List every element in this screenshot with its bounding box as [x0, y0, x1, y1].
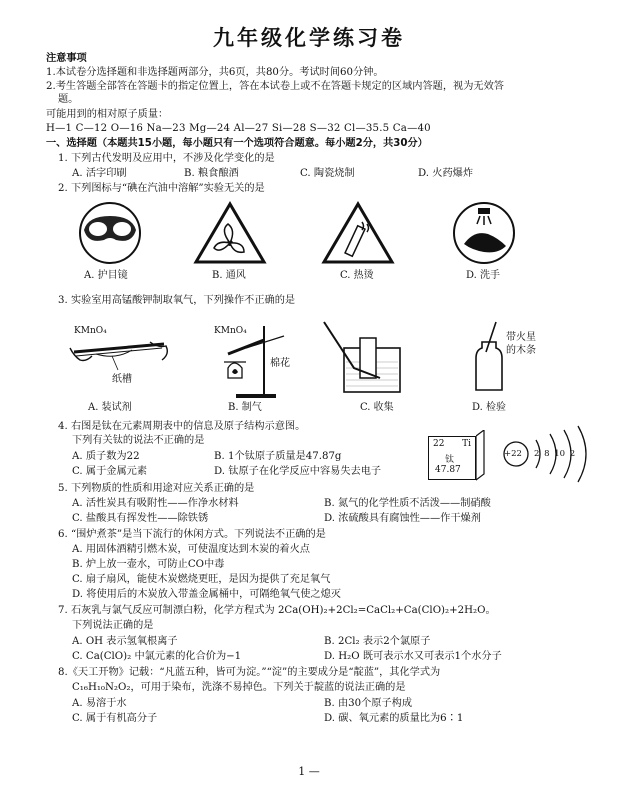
q2-caption-d: D. 洗手	[466, 270, 501, 281]
section-heading: 一、选择题（本题共15小题，每小题只有一个选项符合题意。每小题2分，共30分）	[46, 138, 428, 149]
element-symbol: Ti	[462, 439, 471, 449]
q1-option-b: B. 粮食酿酒	[184, 168, 239, 179]
q8-stem-1: 8.《天工开物》记载：“凡蓝五种，皆可为淀。”“淀”的主要成分是“靛蓝”，其化学式为	[58, 667, 441, 678]
q7-stem: 7. 石灰乳与氯气反应可制漂白粉，化学方程式为 2Ca(OH)₂+2Cl₂=CaCl₂+Ca(ClO)₂+2H₂O。	[58, 605, 496, 616]
atomic-mass-list: H—1 C—12 O—16 Na—23 Mg—24 Al—27 Si—28 S—32 Cl—35.5 Ca—40	[46, 123, 431, 134]
q8-option-d: D. 碳、氧元素的质量比为6∶1	[324, 713, 464, 724]
atomic-mass: 47.87	[435, 465, 461, 475]
cell-side-face	[476, 430, 486, 482]
q3-caption-c: C. 收集	[360, 402, 394, 413]
q1-option-c: C. 陶瓷烧制	[300, 168, 355, 179]
q4-option-c: C. 属于金属元素	[72, 466, 148, 477]
q4-stem-2: 下列有关钛的说法不正确的是	[72, 435, 205, 446]
q3-cotton-label: 棉花	[270, 358, 290, 369]
q1-option-d: D. 火药爆炸	[418, 168, 474, 179]
q7-option-b: B. 2Cl₂ 表示2个氯原子	[324, 636, 431, 647]
q7-option-d: D. H₂O 既可表示水又可表示1个水分子	[324, 651, 502, 662]
hand-washing-icon	[444, 200, 524, 270]
hot-surface-icon	[318, 200, 398, 270]
q5-option-a: A. 活性炭具有吸附性——作净水材料	[72, 498, 239, 509]
q3-splint-label-1: 带火星	[506, 332, 536, 343]
q3-caption-b: B. 制气	[228, 402, 262, 413]
gas-collection-figure	[320, 318, 416, 398]
ventilation-icon	[190, 200, 270, 270]
q2-stem: 2. 下列图标与“碘在汽油中溶解”实验无关的是	[58, 183, 265, 194]
q3-caption-a: A. 装试剂	[88, 402, 132, 413]
notice-line-1: 1.本试卷分选择题和非选择题两部分，共6页，共80分。考试时间60分钟。	[46, 67, 384, 78]
q3-splint-label-2: 的木条	[506, 345, 536, 356]
q3-stem: 3. 实验室用高锰酸钾制取氧气，下列操作不正确的是	[58, 295, 296, 306]
q6-option-d: D. 将使用后的木炭放入带盖金属桶中，可隔绝氧气使之熄灭	[72, 589, 341, 600]
q8-option-c: C. 属于有机高分子	[72, 713, 158, 724]
q8-option-a: A. 易溶于水	[72, 698, 127, 709]
notice-heading: 注意事项	[46, 53, 87, 64]
q5-option-d: D. 浓硫酸具有腐蚀性——作干燥剂	[324, 513, 481, 524]
q7-option-a: A. OH 表示氢氧根离子	[72, 636, 178, 647]
q3-kmno4-label-b: KMnO₄	[214, 326, 247, 336]
q1-stem: 1. 下列古代发明及应用中，不涉及化学变化的是	[58, 153, 275, 164]
nucleus-charge: +22	[504, 449, 522, 459]
q2-caption-b: B. 通风	[212, 270, 246, 281]
q3-caption-d: D. 检验	[472, 402, 507, 413]
q4-option-b: B. 1个钛原子质量是47.87g	[214, 451, 342, 462]
q3-paper-trough-label: 纸槽	[112, 374, 132, 385]
goggles-icon	[70, 200, 150, 270]
q2-caption-c: C. 热烫	[340, 270, 374, 281]
q2-caption-a: A. 护目镜	[84, 270, 128, 281]
atomic-number: 22	[433, 439, 445, 449]
q5-stem: 5. 下列物质的性质和用途对应关系正确的是	[58, 483, 255, 494]
q3-kmno4-label-a: KMnO₄	[74, 326, 107, 336]
q8-stem-2: C₁₆H₁₀N₂O₂，可用于染布，洗涤不易掉色。下列关于靛蓝的说法正确的是	[72, 682, 406, 693]
q4-option-d: D. 钛原子在化学反应中容易失去电子	[214, 466, 382, 477]
q6-option-a: A. 用固体酒精引燃木炭，可使温度达到木炭的着火点	[72, 544, 310, 555]
q1-option-a: A. 活字印刷	[72, 168, 127, 179]
q4-option-a: A. 质子数为22	[72, 451, 140, 462]
q6-option-b: B. 炉上放一壶水，可防止CO中毒	[72, 559, 225, 570]
element-name: 钛	[445, 455, 455, 465]
atomic-mass-heading: 可能用到的相对原子质量：	[46, 109, 169, 120]
q5-option-b: B. 氮气的化学性质不活泼——制硝酸	[324, 498, 491, 509]
page-number: 1 —	[298, 765, 320, 778]
periodic-table-cell	[428, 436, 476, 480]
q4-stem-1: 4. 右图是钛在元素周期表中的信息及原子结构示意图。	[58, 421, 306, 432]
page-title: 九年级化学练习卷	[213, 26, 405, 50]
q8-option-b: B. 由30个原子构成	[324, 698, 413, 709]
notice-line-2b: 题。	[58, 94, 79, 105]
q7-stem-2: 下列说法正确的是	[72, 620, 154, 631]
q5-option-c: C. 盐酸具有挥发性——除铁锈	[72, 513, 209, 524]
electron-shells: 2 8 10 2	[534, 449, 576, 459]
q6-stem: 6. “围炉煮茶”是当下流行的休闲方式。下列说法不正确的是	[58, 529, 326, 540]
q6-option-c: C. 扇子扇风，能使木炭燃烧更旺，是因为提供了充足氧气	[72, 574, 331, 585]
notice-line-2a: 2.考生答题全部答在答题卡的指定位置上，答在本试卷上或不在答题卡规定的区域内答题，视为无效答	[46, 81, 504, 92]
q7-option-c: C. Ca(ClO)₂ 中氯元素的化合价为−1	[72, 651, 242, 662]
